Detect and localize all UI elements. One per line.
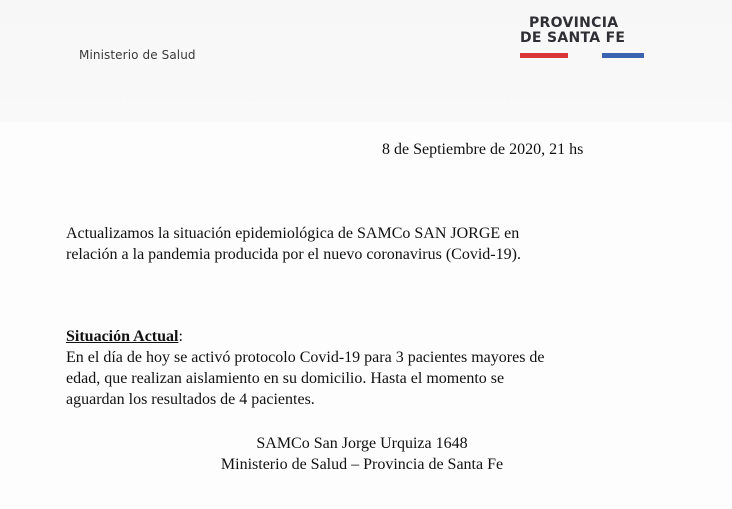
intro-paragraph <box>66 223 666 265</box>
situation-section <box>66 326 686 410</box>
intro-line: relación a la pandemia producida por el nuevo coronavirus (Covid-19). <box>66 246 521 263</box>
signature-block <box>0 433 732 475</box>
situation-heading-colon: : <box>178 328 183 345</box>
intro-line: Actualizamos la situación epidemiológica de SAMCo SAN JORGE en <box>66 225 520 242</box>
situation-line: aguardan los resultados de 4 pacientes. <box>66 391 315 408</box>
logo-blue-bar <box>602 53 644 58</box>
letterhead <box>0 0 732 122</box>
logo-red-bar <box>520 53 568 58</box>
logo-bars <box>520 53 650 59</box>
ministry-label: Ministerio de Salud <box>79 48 196 62</box>
situation-heading: Situación Actual <box>66 328 179 345</box>
signature-line-2: Ministerio de Salud – Provincia de Santa Fe <box>220 456 504 473</box>
situation-line: En el día de hoy se activó protocolo Covid-19 para 3 pacientes mayores de <box>66 349 545 366</box>
logo-line-2: DE SANTA FE <box>520 30 626 46</box>
situation-heading-row <box>66 326 686 347</box>
province-logo <box>520 16 650 59</box>
document-date: 8 de Septiembre de 2020, 21 hs <box>382 141 584 158</box>
situation-line: edad, que realizan aislamiento en su domicilio. Hasta el momento se <box>66 370 505 387</box>
logo-line-1: PROVINCIA <box>529 15 619 31</box>
signature-line-1: SAMCo San Jorge Urquiza 1648 <box>256 435 468 452</box>
